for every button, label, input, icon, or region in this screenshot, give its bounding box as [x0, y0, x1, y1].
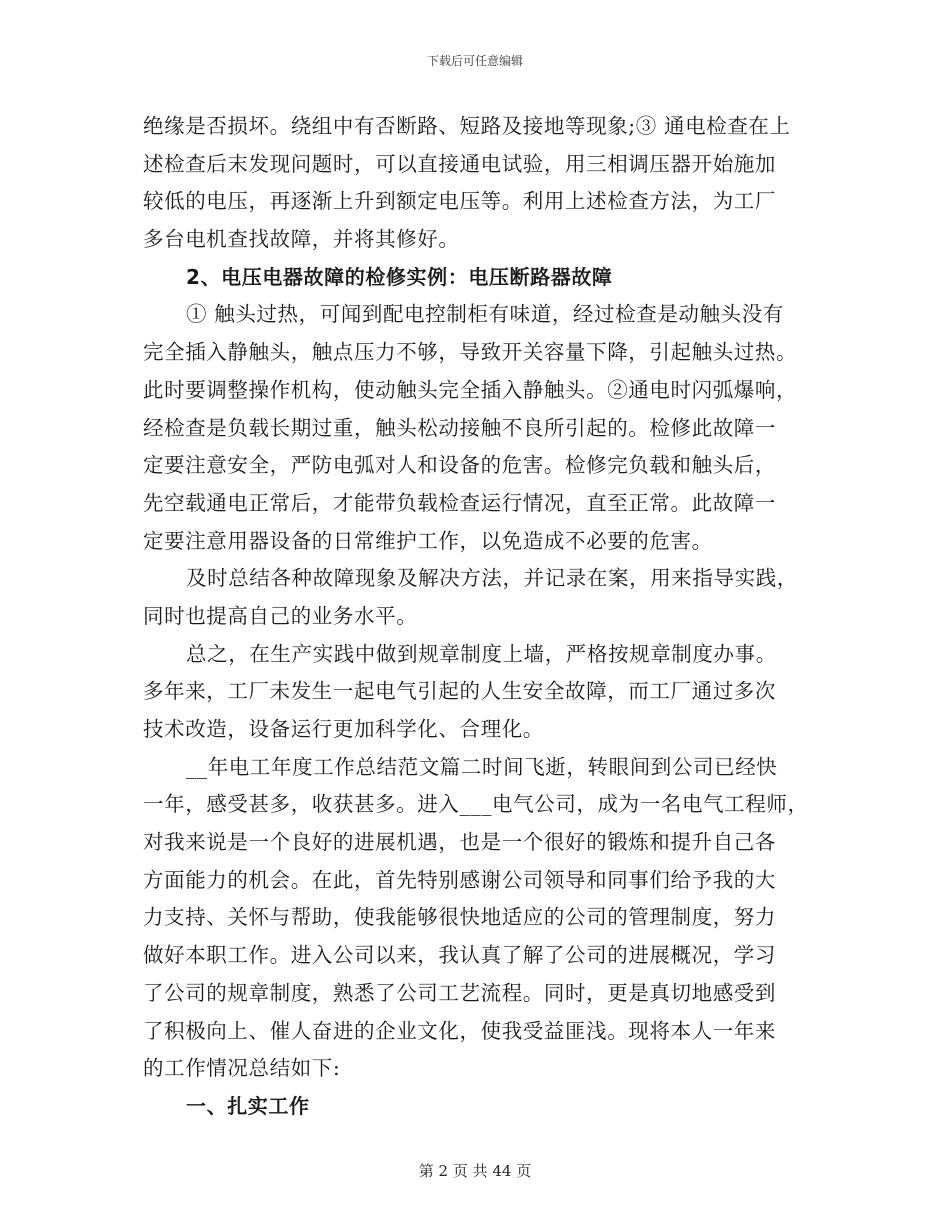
section-heading: 2、电压电器故障的检修实例：电压断路器故障 [186, 264, 613, 289]
text-line: 述检查后末发现问题时，可以直接通电试验，用三相调压器开始施加 [143, 151, 776, 176]
text-line: 的工作情况总结如下: [143, 1056, 341, 1081]
text-line: 绝缘是否损坏。绕组中有否断路、短路及接地等现象;③ 通电检查在上 [143, 114, 791, 138]
text-line: 做好本职工作。进入公司以来，我认真了解了公司的进展概况，学习 [143, 943, 776, 968]
page-number: 第 2 页 共 44 页 [418, 1162, 532, 1180]
text-line: 此时要调整操作机构，使动触头完全插入静触头。②通电时闪弧爆响， [143, 377, 798, 402]
text-line: ① 触头过热，可闻到配电控制柜有味道，经过检查是动触头没有 [186, 302, 784, 327]
text-line: 多年来，工厂未发生一起电气引起的人生安全故障，而工厂通过多次 [143, 679, 776, 704]
text-line: 了积极向上、催人奋进的企业文化，使我受益匪浅。现将本人一年来 [143, 1018, 776, 1043]
document-body [143, 108, 813, 1126]
section-heading: 一、扎实工作 [186, 1093, 310, 1118]
text-line: 技术改造，设备运行更加科学化、合理化。 [143, 717, 544, 741]
text-line: 先空载通电正常后，才能带负载检查运行情况，直至正常。此故障一 [143, 490, 776, 515]
text-line: 力支持、关怀与帮助，使我能够很快地适应的公司的管理制度，努力 [143, 905, 776, 930]
text-line: 较低的电压，再逐渐上升到额定电压等。利用上述检查方法，为工厂 [143, 189, 776, 214]
text-line: 一年，感受甚多，收获甚多。进入___电气公司，成为一名电气工程师， [143, 792, 809, 817]
text-line: 多台电机查找故障，并将其修好。 [143, 227, 460, 252]
text-line: 完全插入静触头，触点压力不够，导致开关容量下降，引起触头过热。 [143, 340, 798, 365]
text-line: __年电工年度工作总结范文篇二时间飞逝，转眼间到公司已经快 [186, 754, 778, 779]
text-line: 及时总结各种故障现象及解决方法，并记录在案，用来指导实践， [186, 566, 798, 591]
text-line: 经检查是负载长期过重，触头松动接触不良所引起的。检修此故障一 [143, 415, 776, 440]
text-line: 了公司的规章制度，熟悉了公司工艺流程。同时，更是真切地感受到 [143, 980, 776, 1005]
text-line: 方面能力的机会。在此，首先特别感谢公司领导和同事们给予我的大 [143, 867, 776, 892]
text-line: 同时也提高自己的业务水平。 [143, 603, 418, 628]
text-line: 总之，在生产实践中做到规章制度上墙，严格按规章制度办事。 [186, 641, 777, 666]
text-line: 对我来说是一个良好的进展机遇，也是一个很好的锻炼和提升自己各 [143, 830, 776, 855]
text-line: 定要注意安全，严防电弧对人和设备的危害。检修完负载和触头后， [143, 453, 776, 478]
text-line: 定要注意用器设备的日常维护工作，以免造成不必要的危害。 [143, 528, 713, 553]
header-note: 下载后可任意编辑 [426, 54, 523, 68]
